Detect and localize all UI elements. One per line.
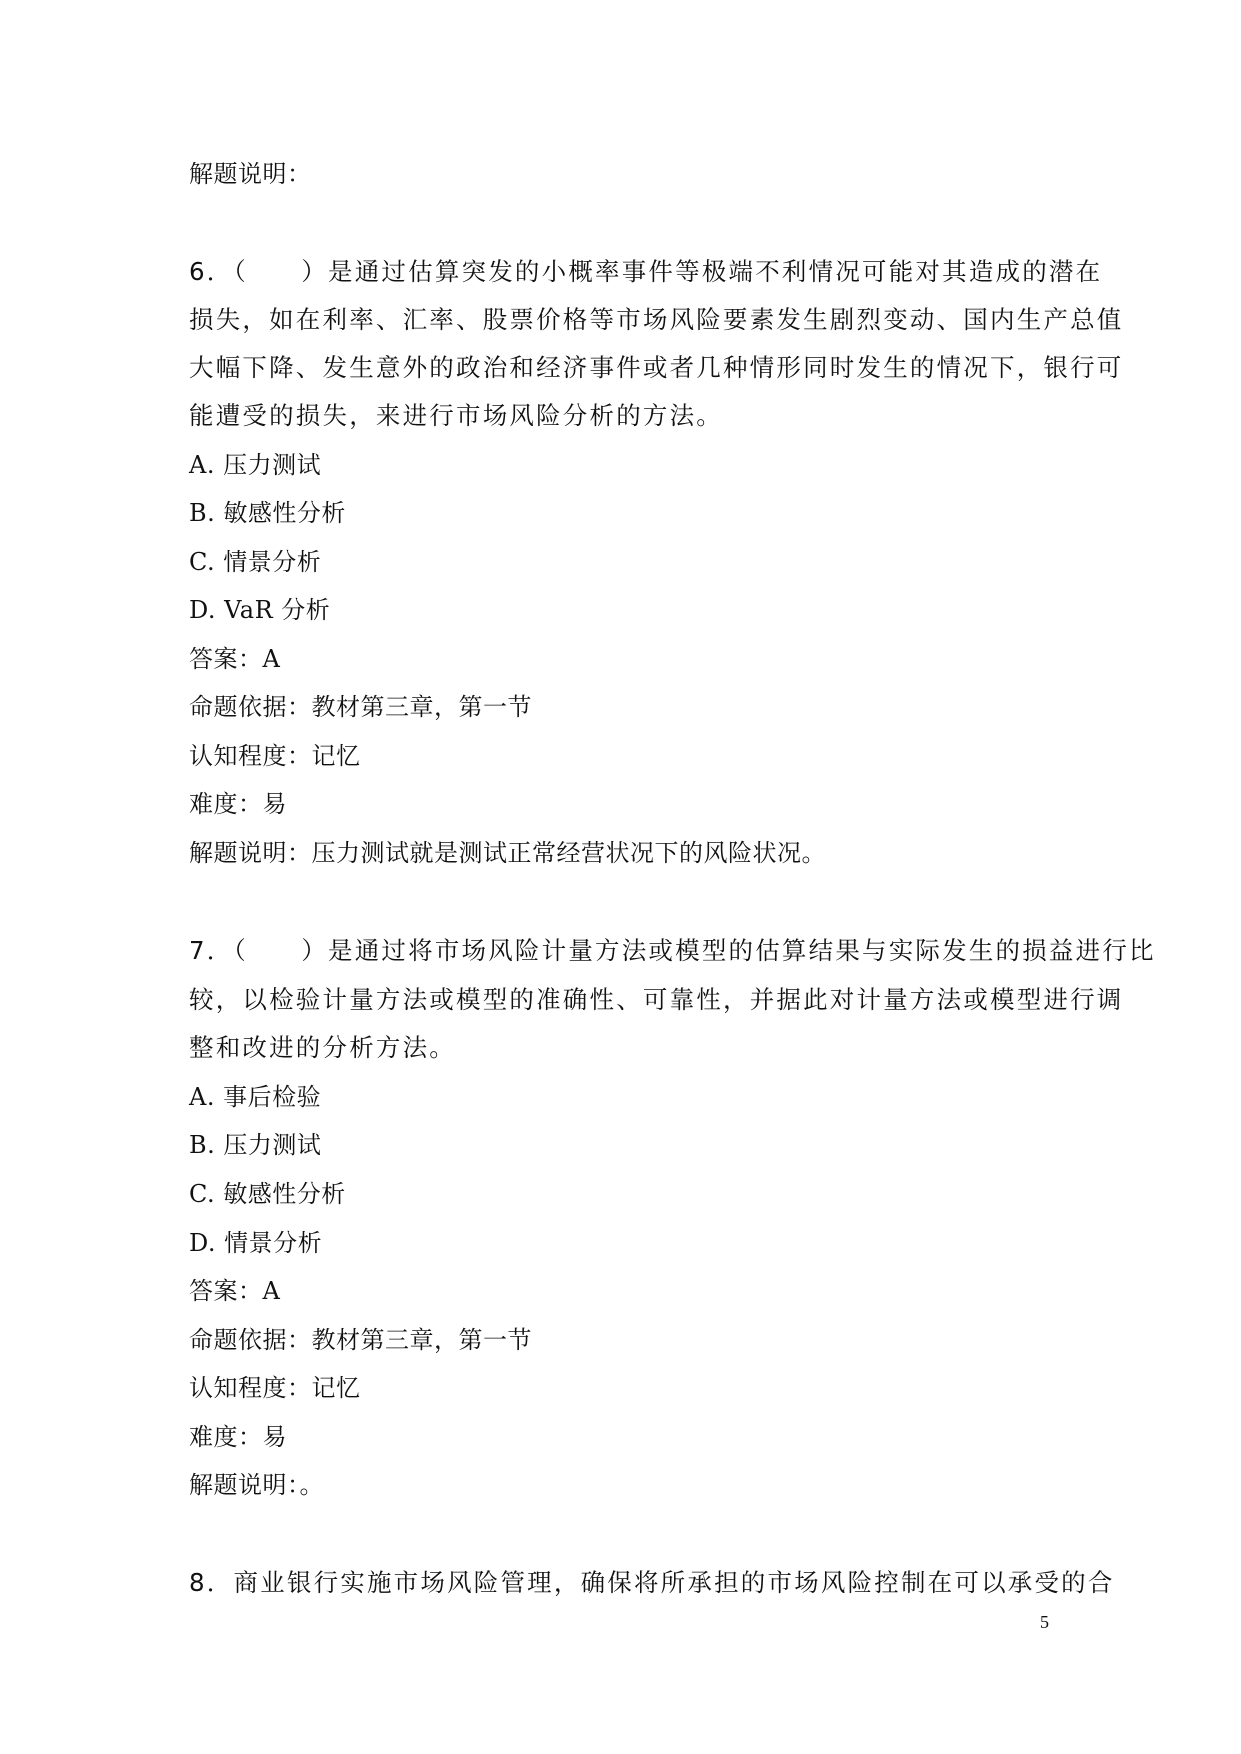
question-stem-line: 整和改进的分析方法。 xyxy=(189,1033,456,1062)
question-stem-line: 8．商业银行实施市场风险管理，确保将所承担的市场风险控制在可以承受的合 xyxy=(189,1568,1115,1597)
explanation: 解题说明：压力测试就是测试正常经营状况下的风险状况。 xyxy=(189,839,826,867)
explanation: 解题说明：。 xyxy=(189,1471,324,1499)
option-b: B. 敏感性分析 xyxy=(189,499,346,527)
question-stem-line: 6．（ ）是通过估算突发的小概率事件等极端不利情况可能对其造成的潜在 xyxy=(189,257,1103,286)
basis: 命题依据：教材第三章，第一节 xyxy=(189,693,532,721)
answer: 答案：A xyxy=(189,1277,281,1305)
question-stem-line: 能遭受的损失，来进行市场风险分析的方法。 xyxy=(189,401,723,430)
page-number: 5 xyxy=(1040,1612,1049,1632)
basis: 命题依据：教材第三章，第一节 xyxy=(189,1326,532,1354)
option-c: C. 情景分析 xyxy=(189,548,322,576)
cognition-level: 认知程度：记忆 xyxy=(189,742,361,770)
option-d: D. 情景分析 xyxy=(189,1229,323,1257)
question-stem-line: 大幅下降、发生意外的政治和经济事件或者几种情形同时发生的情况下，银行可 xyxy=(189,353,1124,382)
option-a: A. 压力测试 xyxy=(189,451,322,479)
difficulty: 难度：易 xyxy=(189,1423,287,1451)
option-c: C. 敏感性分析 xyxy=(189,1180,346,1208)
previous-explanation: 解题说明： xyxy=(189,160,312,188)
option-b: B. 压力测试 xyxy=(189,1131,322,1159)
question-stem-line: 较，以检验计量方法或模型的准确性、可靠性，并据此对计量方法或模型进行调 xyxy=(189,985,1124,1014)
cognition-level: 认知程度：记忆 xyxy=(189,1374,361,1402)
difficulty: 难度：易 xyxy=(189,790,287,818)
question-stem-line: 7．（ ）是通过将市场风险计量方法或模型的估算结果与实际发生的损益进行比 xyxy=(189,936,1156,965)
answer: 答案：A xyxy=(189,645,281,673)
option-d: D. VaR 分析 xyxy=(189,596,331,624)
option-a: A. 事后检验 xyxy=(189,1083,322,1111)
question-stem-line: 损失，如在利率、汇率、股票价格等市场风险要素发生剧烈变动、国内生产总值 xyxy=(189,305,1124,334)
